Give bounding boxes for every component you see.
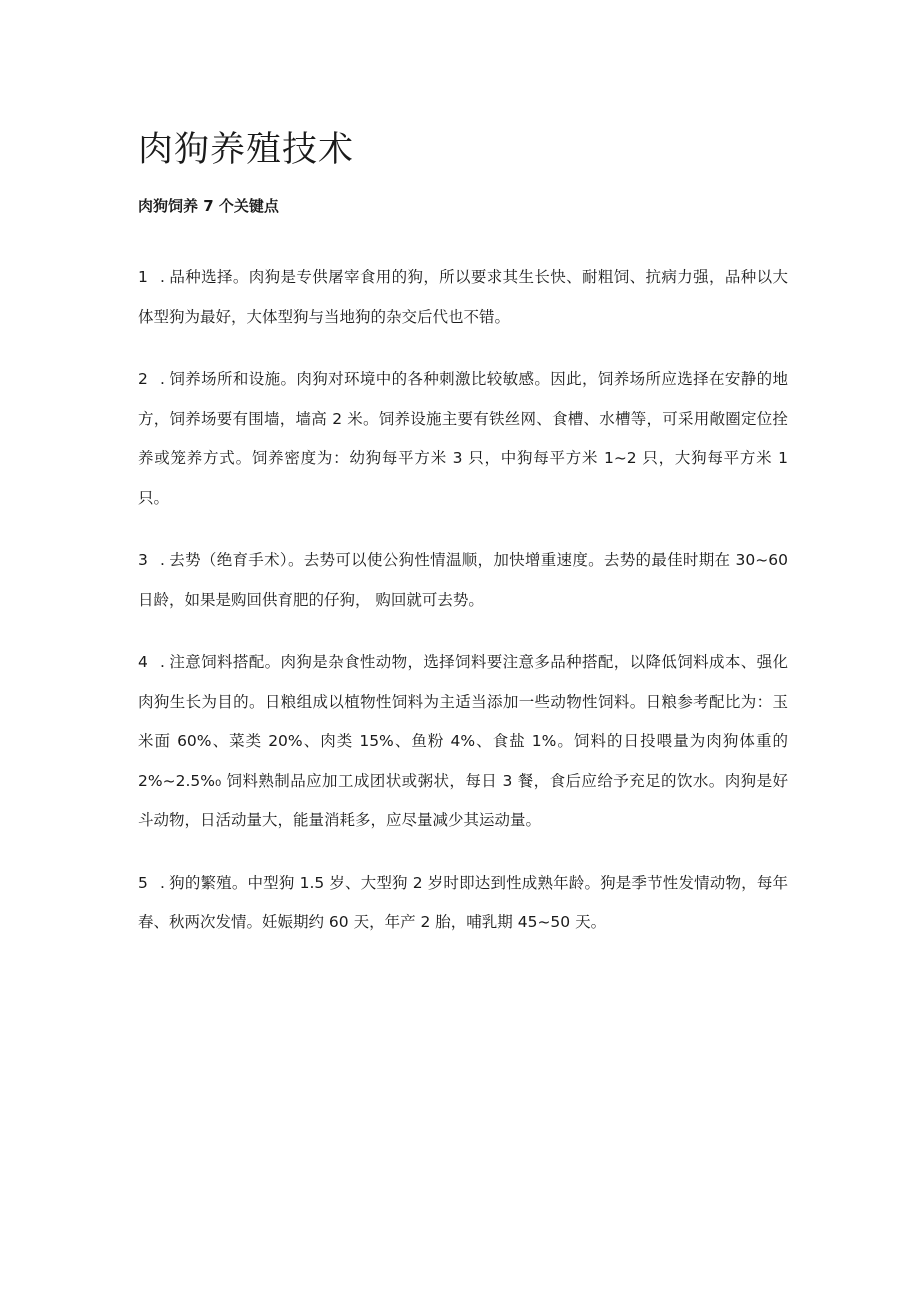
document-subtitle: 肉狗饲养 7 个关键点 xyxy=(138,197,279,215)
section-marker: . xyxy=(160,653,165,671)
sections-list xyxy=(138,258,788,966)
section-2 xyxy=(138,360,788,518)
section-text: 注意饲料搭配。肉狗是杂食性动物，选择饲料要注意多品种搭配，以降低饲料成本、强化肉狗生长为目的。日粮组成以植物性饲料为主适当添加一些动物性饲料。日粮参考配比为：玉米面 60%、菜类 20%、肉类 15%、鱼粉 4%、食盐 1%。饲料的日投喂量为肉狗体重的 2%~2.5%₀ 饲料熟制品应加工成团状或粥状，每日 3 餐，食后应给予充足的饮水。肉狗是好斗动物，日活动量大，能量消耗多，应尽量减少其运动量。 xyxy=(138,653,788,829)
section-4 xyxy=(138,643,788,841)
section-marker: . xyxy=(160,370,165,388)
section-text: 狗的繁殖。中型狗 1.5 岁、大型狗 2 岁时即达到性成熟年龄。狗是季节性发情动物，每年春、秋两次发情。妊娠期约 60 天，年产 2 胎，哺乳期 45~50 天。 xyxy=(138,873,788,931)
section-text: 去势（绝育手术）。去势可以使公狗性情温顺，加快增重速度。去势的最佳时期在 30~60 日龄，如果是购回供育肥的仔狗， 购回就可去势。 xyxy=(138,551,788,609)
section-1 xyxy=(138,258,788,337)
section-marker: . xyxy=(160,873,165,892)
section-number: 2 xyxy=(138,370,148,388)
section-number: 3 xyxy=(138,551,148,569)
section-text: 饲养场所和设施。肉狗对环境中的各种刺激比较敏感。因此，饲养场所应选择在安静的地方，饲养场要有围墙，墙高 2 米。饲养设施主要有铁丝网、食槽、水槽等，可采用敞圈定位拴养或笼养方式。饲养密度为：幼狗每平方米 3 只，中狗每平方米 1~2 只，大狗每平方米 1 只。 xyxy=(138,370,788,507)
document-title: 肉狗养殖技术 xyxy=(138,130,355,170)
section-number: 5 xyxy=(138,873,148,892)
section-5 xyxy=(138,864,788,943)
section-number: 4 xyxy=(138,653,148,671)
section-marker: . xyxy=(160,268,165,286)
section-3 xyxy=(138,541,788,620)
section-text: 品种选择。肉狗是专供屠宰食用的狗，所以要求其生长快、耐粗饲、抗病力强，品种以大体型狗为最好，大体型狗与当地狗的杂交后代也不错。 xyxy=(138,268,788,326)
section-number: 1 xyxy=(138,268,148,286)
section-marker: . xyxy=(160,551,165,569)
